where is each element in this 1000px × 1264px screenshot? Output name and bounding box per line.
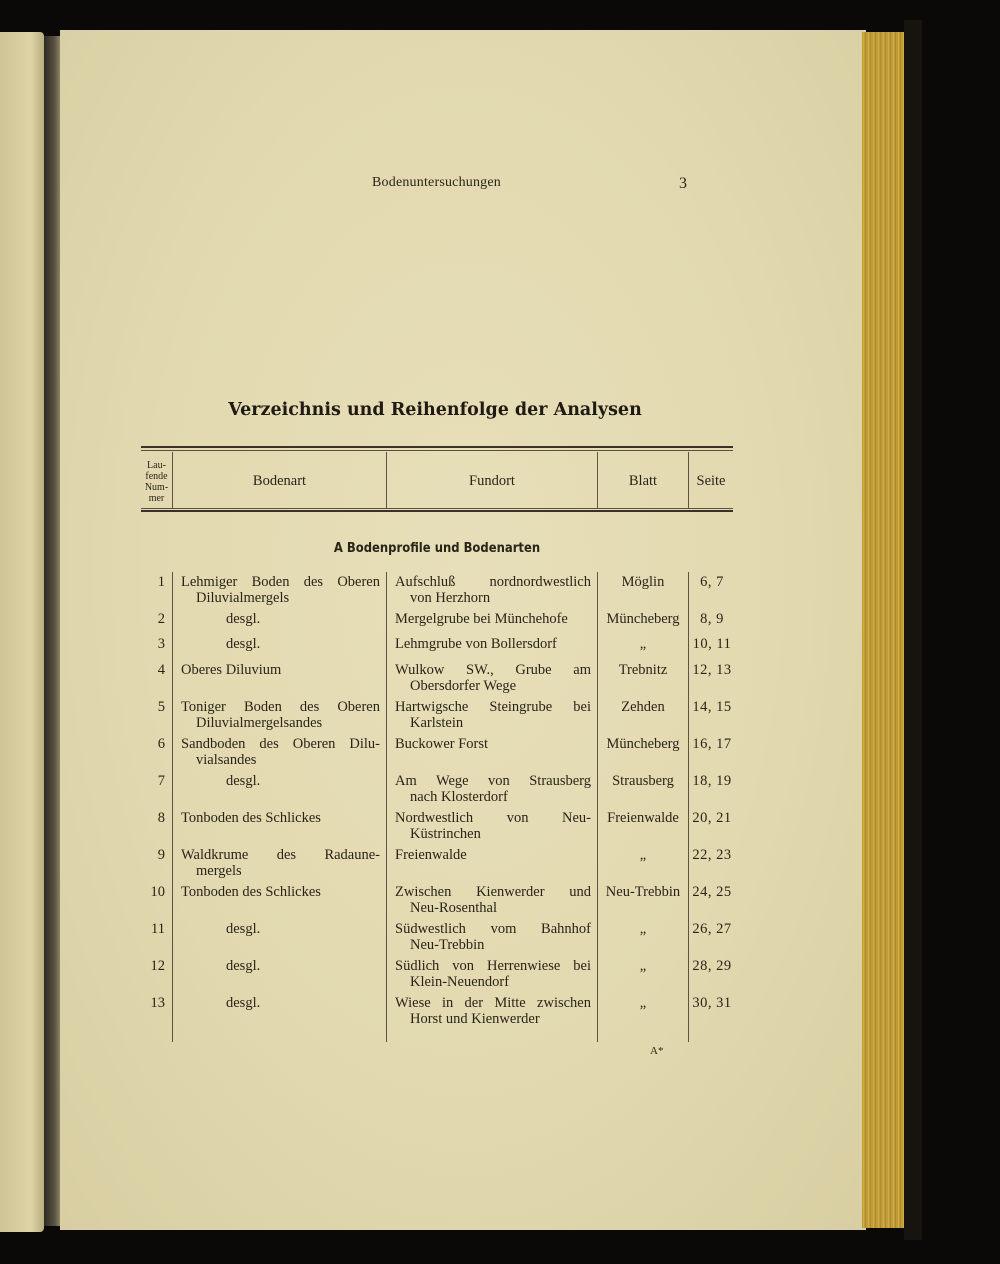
running-head: Bodenuntersuchungen [372,175,501,190]
row-fundort [395,699,591,731]
row-seite: 22, 23 [692,847,732,863]
row-fundort [395,636,591,652]
left-page-edge [0,32,44,1232]
row-fundort [395,736,591,752]
row-fundort-line: Neu-Rosenthal [410,900,497,916]
header-bodenart: Bodenart [252,473,307,489]
header-seite: Seite [696,473,726,489]
row-bodenart [181,847,380,879]
row-fundort [395,773,591,805]
row-fundort-line: Klein-Neuendorf [410,974,510,990]
row-blatt: Freienwalde [607,810,679,826]
row-blatt: Müncheberg [606,736,680,752]
row-seite: 6, 7 [700,574,724,590]
row-fundort [395,995,591,1027]
row-blatt: Müncheberg [606,611,680,627]
row-bodenart-line: Oberes Diluvium [181,662,282,678]
header-blatt: Blatt [628,473,658,489]
row-fundort-line: Nordwestlich von Neu- [395,810,591,826]
row-bodenart-line: Lehmiger Boden des Oberen [181,574,380,590]
row-blatt: Trebnitz [618,662,668,678]
table-top-rule [141,446,733,448]
table-top-rule-thin [141,450,733,451]
row-blatt: „ [639,636,647,652]
row-blatt: „ [639,847,647,863]
row-bodenart-line: vialsandes [196,752,257,768]
row-blatt: Möglin [621,574,665,590]
cover-edge [904,20,922,1240]
header-fundort: Fundort [469,473,515,489]
header-bottom-rule-thin [141,508,733,509]
row-bodenart-line: desgl. [226,995,261,1011]
section-heading: A Bodenprofile und Bodenarten [333,540,541,556]
row-seite: 28, 29 [692,958,732,974]
row-blatt: „ [639,921,647,937]
row-bodenart [181,884,380,900]
row-number: 11 [151,921,165,937]
row-bodenart-line: Tonboden des Schlickes [181,810,321,826]
row-fundort [395,884,591,916]
row-fundort [395,921,591,953]
row-bodenart-line: mergels [196,863,242,879]
row-fundort [395,611,591,627]
body-col-sep [172,572,173,1042]
row-blatt: „ [639,958,647,974]
row-number: 13 [150,995,165,1011]
row-bodenart-line: desgl. [226,636,261,652]
row-bodenart-line: desgl. [226,773,261,789]
row-number: 12 [150,958,165,974]
page-number: 3 [679,175,687,192]
row-bodenart-line: Sandboden des Oberen Dilu- [181,736,380,752]
row-fundort-line: Wulkow SW., Grube am [395,662,591,678]
row-fundort-line: Wiese in der Mitte zwischen [395,995,591,1011]
row-fundort [395,958,591,990]
row-bodenart-line: desgl. [226,958,261,974]
page-title: Verzeichnis und Reihenfolge der Analysen [228,400,642,420]
row-fundort-line: Südwestlich vom Bahnhof [395,921,591,937]
row-fundort-line: Horst und Kienwerder [410,1011,540,1027]
row-seite: 10, 11 [692,636,732,652]
row-number: 1 [157,574,165,590]
row-bodenart [181,662,380,678]
row-bodenart-line: Diluvialmergelsandes [196,715,323,731]
row-fundort [395,662,591,694]
row-number: 10 [150,884,165,900]
row-bodenart [181,699,380,731]
row-fundort [395,810,591,842]
row-fundort-line: von Herzhorn [410,590,491,606]
row-seite: 8, 9 [700,611,724,627]
row-fundort-line: Südlich von Herrenwiese bei [395,958,591,974]
row-fundort-line: Lehmgrube von Bollersdorf [395,636,557,652]
row-bodenart-line: desgl. [226,921,261,937]
row-fundort-line: nach Klosterdorf [410,789,508,805]
row-number: 8 [157,810,165,826]
header-laufende-nummer: Lau- fende Num- mer [144,460,169,504]
row-bodenart-line: Diluvialmergels [196,590,290,606]
row-fundort-line: Hartwigsche Steingrube bei [395,699,591,715]
row-number: 2 [157,611,165,627]
row-seite: 12, 13 [692,662,732,678]
row-fundort-line: Mergelgrube bei Münchehofe [395,611,568,627]
row-number: 6 [157,736,165,752]
row-blatt: Zehden [621,699,665,715]
row-blatt: Strausberg [612,773,674,789]
row-seite: 30, 31 [692,995,732,1011]
row-seite: 14, 15 [692,699,732,715]
row-fundort-line: Freienwalde [395,847,467,863]
row-fundort-line: Zwischen Kienwerder und [395,884,591,900]
row-fundort-line: Obersdorfer Wege [410,678,517,694]
row-fundort [395,847,591,863]
row-fundort [395,574,591,606]
row-fundort-line: Küstrinchen [410,826,481,842]
row-seite: 26, 27 [692,921,732,937]
row-number: 7 [157,773,165,789]
row-number: 9 [157,847,165,863]
row-bodenart-line: Toniger Boden des Oberen [181,699,380,715]
gilt-fore-edge [862,32,906,1228]
row-seite: 24, 25 [692,884,732,900]
row-blatt: „ [639,995,647,1011]
row-fundort-line: Neu-Trebbin [410,937,485,953]
body-col-sep [688,572,689,1042]
page-sheet [60,30,866,1230]
row-blatt: Neu-Trebbin [605,884,681,900]
header-bottom-rule [141,510,733,512]
row-bodenart-line: Tonboden des Schlickes [181,884,321,900]
row-seite: 20, 21 [692,810,732,826]
row-number: 4 [157,662,165,678]
row-bodenart [181,574,380,606]
row-number: 5 [157,699,165,715]
row-bodenart-line: desgl. [226,611,261,627]
signature-mark: A* [650,1045,664,1057]
row-fundort-line: Aufschluß nordnordwestlich [395,574,591,590]
row-fundort-line: Buckower Forst [395,736,489,752]
row-bodenart-line: Waldkrume des Radaune- [181,847,380,863]
row-fundort-line: Am Wege von Strausberg [395,773,591,789]
row-seite: 18, 19 [692,773,732,789]
row-bodenart [181,736,380,768]
row-number: 3 [157,636,165,652]
row-seite: 16, 17 [692,736,732,752]
row-bodenart [181,810,380,826]
row-fundort-line: Karlstein [410,715,464,731]
